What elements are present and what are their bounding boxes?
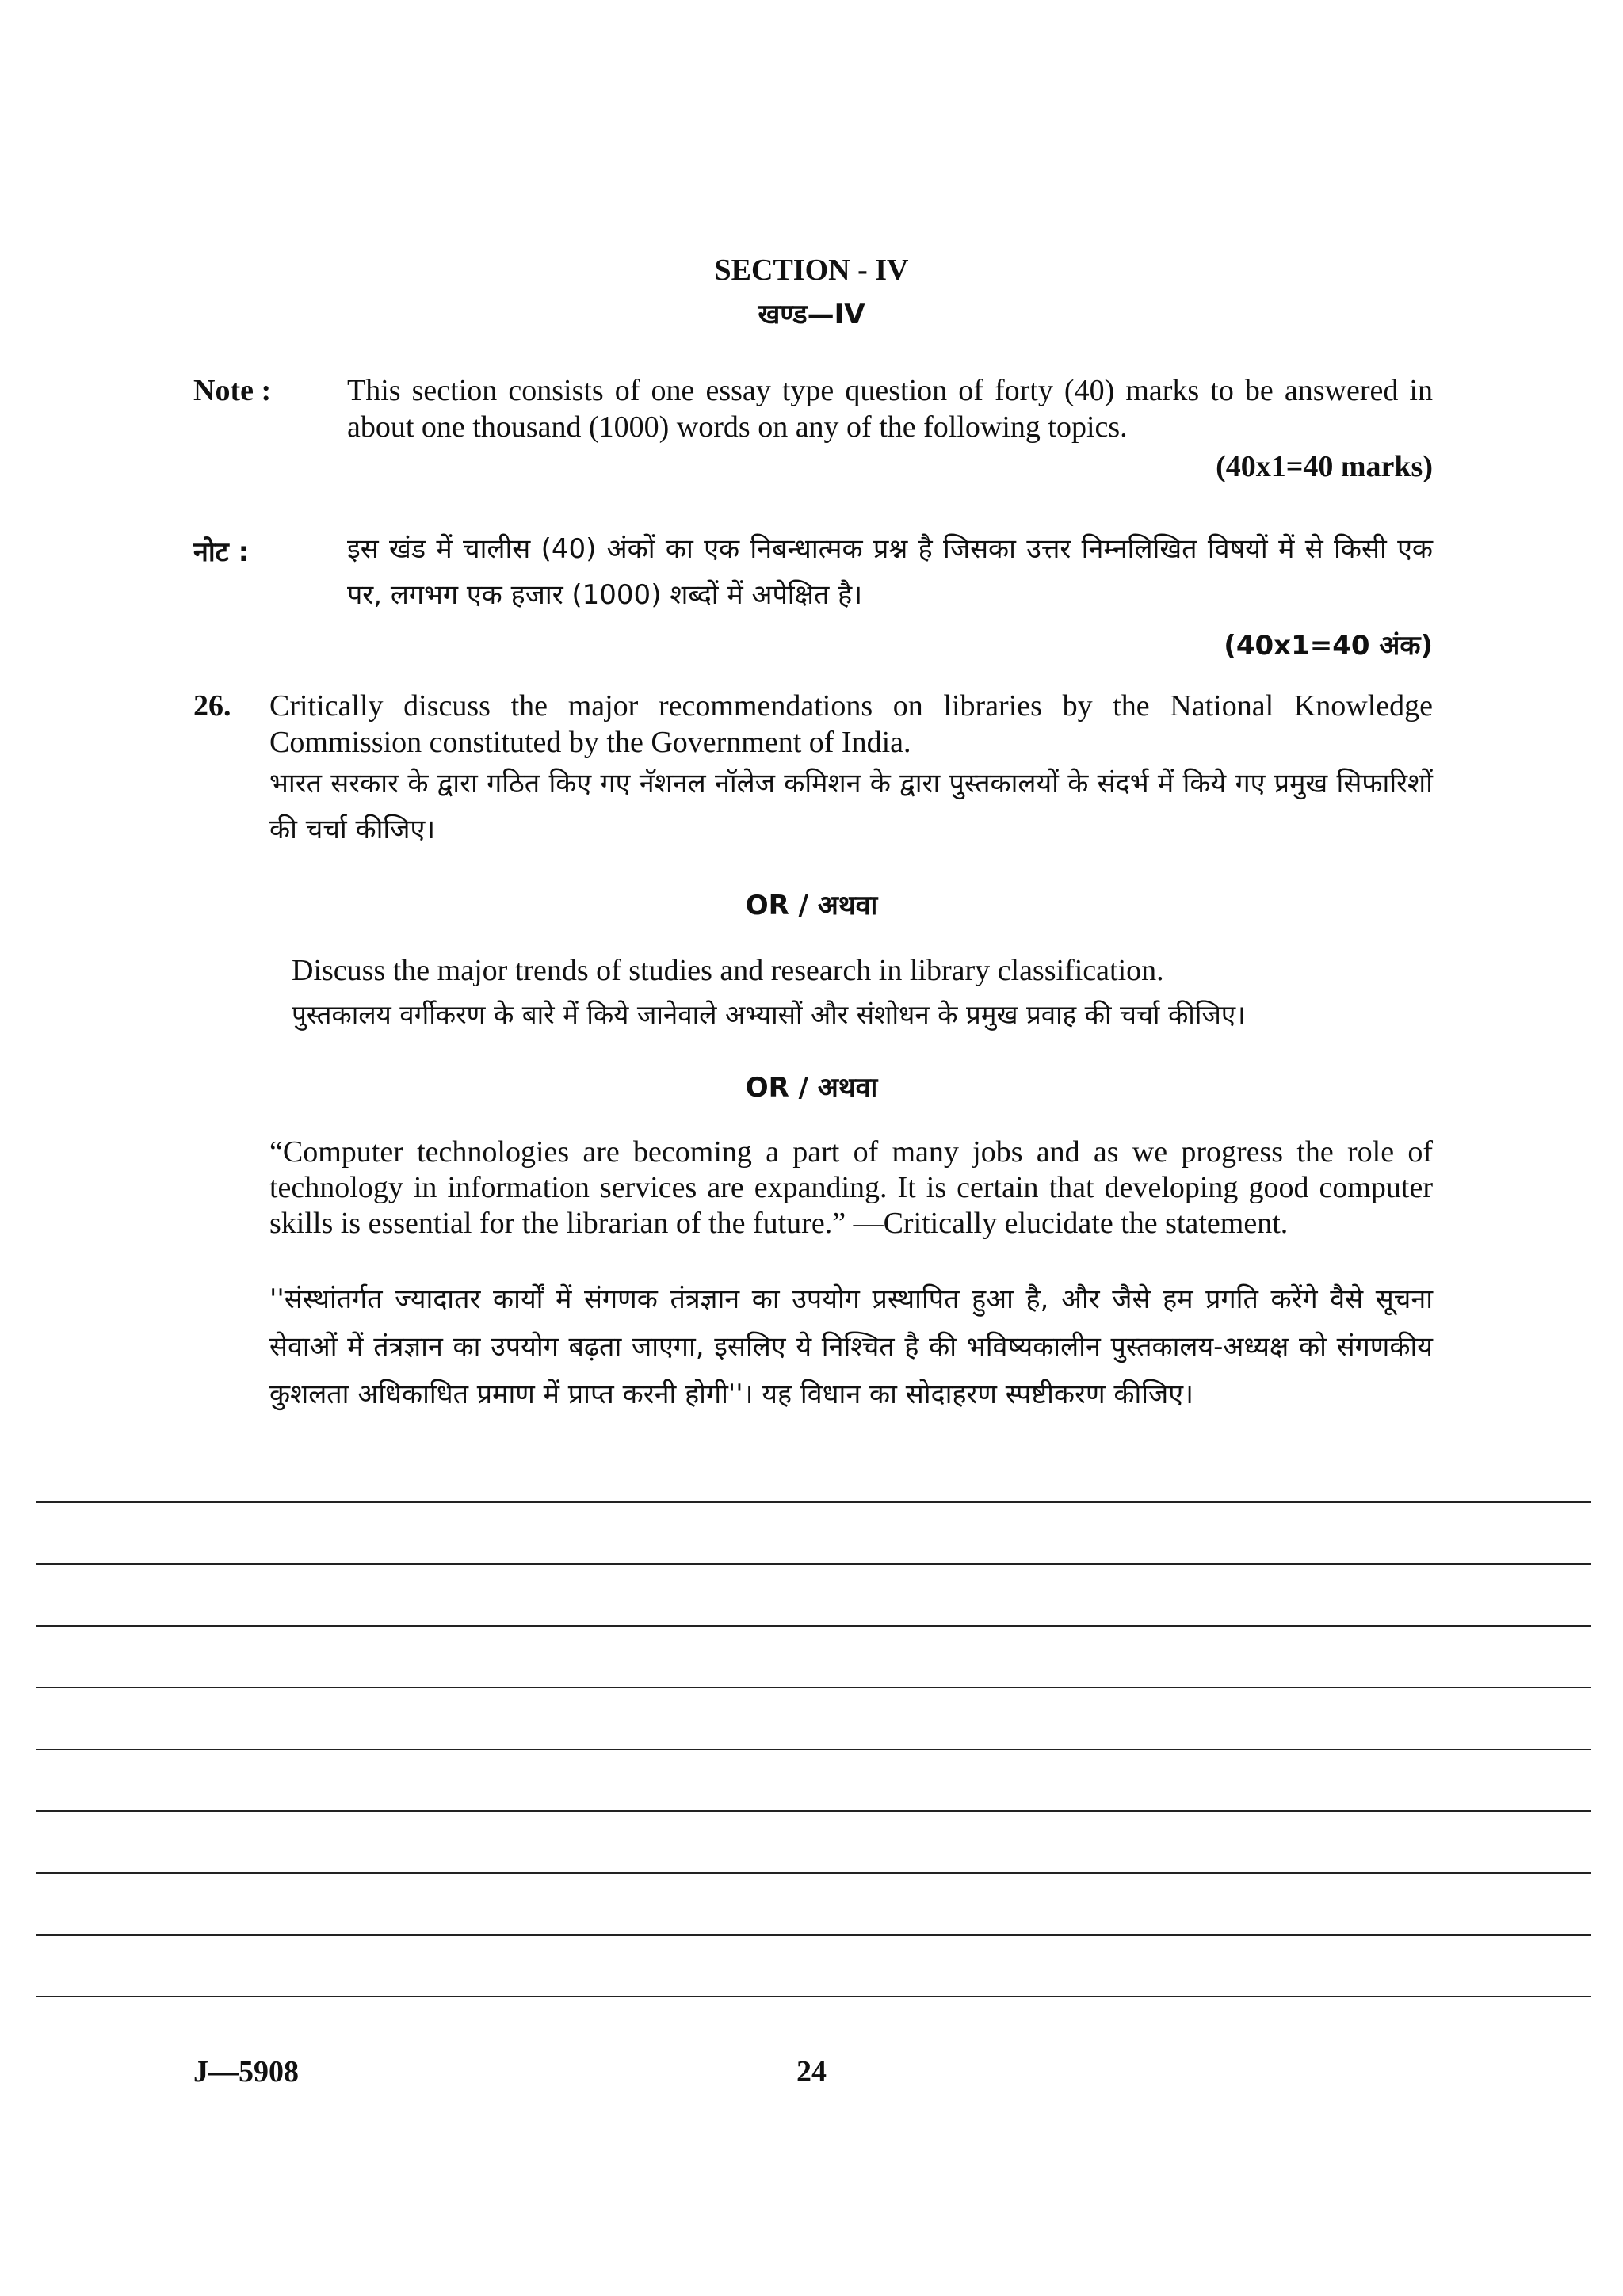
section-title-en: SECTION - IV [714, 254, 909, 287]
answer-line [36, 1934, 1591, 1936]
question-option1-hi: भारत सरकार के द्वारा गठित किए गए नॅशनल नॉलेज कमिशन के द्वारा पुस्तकालयों के संदर्भ में किये गए प्रमुख सिफारिशों की चर्चा कीजिए। [269, 768, 1433, 845]
note-marks-en: (40x1=40 marks) [1216, 450, 1433, 483]
question-option1-en: Critically discuss the major recommendations on libraries by the National Knowledge Commission constituted by the Government of India. [269, 689, 1433, 759]
note-text-hi: इस खंड में चालीस (40) अंकों का एक निबन्धात्मक प्रश्न है जिसका उत्तर निम्नलिखित विषयों में से किसी एक पर, लगभग एक हजार (1000) शब्दों में अपेक्षित है। [347, 533, 1433, 611]
page-number: 24 [796, 2055, 827, 2088]
question-option2-hi: पुस्तकालय वर्गीकरण के बारे में किये जानेवाले अभ्यासों और संशोधन के प्रमुख प्रवाह की चर्चा कीजिए। [292, 999, 1246, 1030]
note-marks-hi: (40x1=40 अंक) [1224, 630, 1433, 662]
answer-line [36, 1687, 1591, 1688]
answer-line [36, 1810, 1591, 1812]
section-title-hi: खण्ड—IV [758, 299, 865, 330]
question-number: 26. [193, 689, 231, 723]
note-label-en: Note : [193, 374, 272, 407]
question-option3-en: “Computer technologies are becoming a part of many jobs and as we progress the role of technology in information services are expanding. It is certain that developing good computer skills is essential for the librarian of the future.” —Critically elucidate the statement. [269, 1135, 1433, 1240]
answer-line [36, 1872, 1591, 1874]
note-text-en: This section consists of one essay type question of forty (40) marks to be answered in about one thousand (1000) words on any of the following topics. [347, 374, 1433, 444]
answer-line [36, 1501, 1591, 1503]
or-separator-2: OR / अथवा [745, 1072, 878, 1104]
or-separator-1: OR / अथवा [745, 890, 878, 921]
answer-line [36, 1749, 1591, 1750]
answer-line [36, 1625, 1591, 1627]
footer-code: J—5908 [193, 2055, 299, 2088]
answer-line [36, 1563, 1591, 1565]
question-option3-hi: ''संस्थांतर्गत ज्यादातर कार्यों में संगणक तंत्रज्ञान का उपयोग प्रस्थापित हुआ है, और जैसे हम प्रगति करेंगे वैसे सूचना सेवाओं में तंत्रज्ञान का उपयोग बढ़ता जाएगा, इसलिए ये निश्चित है की भविष्यकालीन पुस्तकालय-अध्यक्ष को संगणकीय कुशलता अधिकाधित प्रमाण में प्राप्त करनी होगी''। यह विधान का सोदाहरण स्पष्टीकरण कीजिए। [269, 1283, 1433, 1410]
answer-line [36, 1996, 1591, 1997]
note-label-hi: नोट : [193, 536, 250, 568]
question-option2-en: Discuss the major trends of studies and research in library classification. [292, 954, 1164, 987]
